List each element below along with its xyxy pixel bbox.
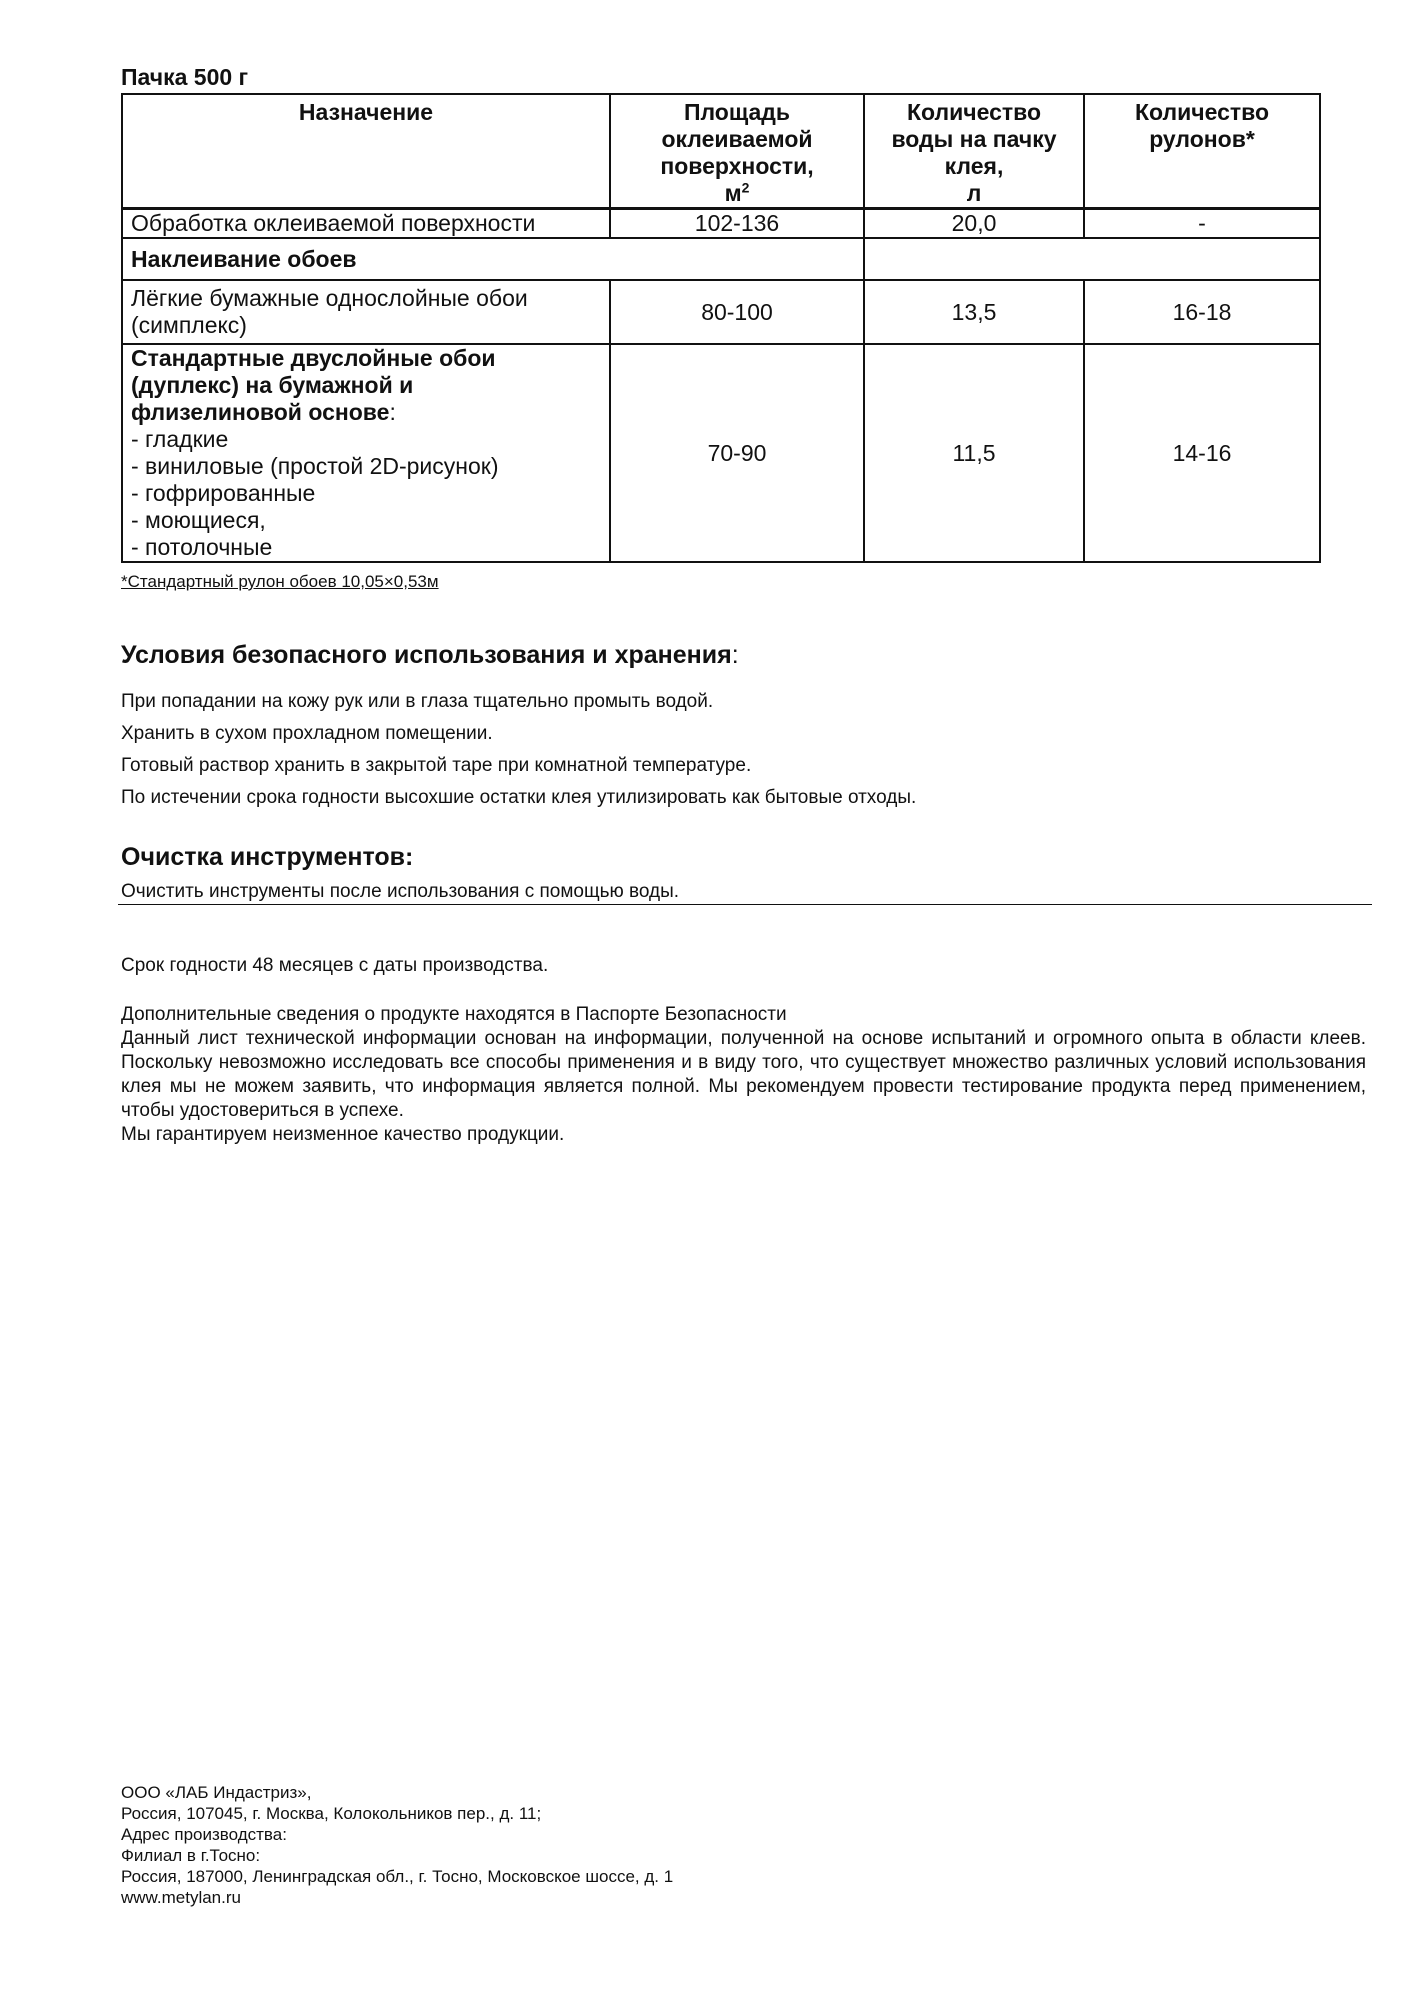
- row-std-rolls: 14-16: [1084, 344, 1320, 562]
- row-light-label: Лёгкие бумажные однослойные обои (симплекс): [122, 280, 610, 344]
- cleaning-heading: Очистка инструментов:: [121, 843, 414, 871]
- row-prep-label: Обработка оклеиваемой поверхности: [122, 209, 610, 239]
- additional-line: Мы гарантируем неизменное качество продукции.: [121, 1124, 565, 1145]
- row-light-water: 13,5: [864, 280, 1084, 344]
- additional-paragraph: Данный лист технической информации основан на информации, полученной на основе испытаний и огромного опыта в области клеев. Поскольку невозможно исследовать все способы применения и в виду того, что существует множество различных условий использования клея мы не можем заявить, что информация является полной. Мы рекомендуем провести тестирование продукта перед применением, чтобы удостовериться в успехе.: [121, 1028, 1366, 1121]
- section-label: Наклеивание обоев: [122, 238, 864, 280]
- row-std-label: Стандартные двуслойные обои (дуплекс) на бумажной и флизелиновой основе: - гладкие - виниловые (простой 2D-рисунок) - гофрированные - моющиеся, - потолочные: [122, 344, 610, 562]
- consumption-table: [121, 93, 1321, 563]
- company-address: Россия, 107045, г. Москва, Колокольников пер., д. 11;: [121, 1804, 542, 1823]
- production-label: Адрес производства:: [121, 1825, 287, 1844]
- divider: [118, 904, 1372, 905]
- pack-title: Пачка 500 г: [121, 64, 249, 90]
- cleaning-text: Очистить инструменты после использования с помощью воды.: [121, 881, 680, 902]
- branch-label: Филиал в г.Тосно:: [121, 1846, 261, 1865]
- row-light-area: 80-100: [610, 280, 864, 344]
- branch-address: Россия, 187000, Ленинградская обл., г. Тосно, Московское шоссе, д. 1: [121, 1867, 674, 1886]
- header-rolls: Количество рулонов*: [1084, 94, 1320, 209]
- list-item: Хранить в сухом прохладном помещении.: [121, 723, 493, 744]
- row-light-rolls: 16-18: [1084, 280, 1320, 344]
- website: www.metylan.ru: [121, 1888, 241, 1907]
- table-footnote: *Стандартный рулон обоев 10,05×0,53м: [121, 572, 439, 591]
- list-item: При попадании на кожу рук или в глаза тщательно промыть водой.: [121, 691, 714, 712]
- table-section-row: [122, 238, 1320, 280]
- additional-line: Дополнительные сведения о продукте находятся в Паспорте Безопасности: [121, 1004, 787, 1025]
- header-area: Площадь оклеиваемой поверхности, $м^2$: [610, 94, 864, 209]
- safety-heading: Условия безопасного использования и хранения:: [121, 641, 739, 669]
- company-name: ООО «ЛАБ Индастриз»,: [121, 1783, 312, 1802]
- shelf-life: Срок годности 48 месяцев с даты производства.: [121, 955, 549, 976]
- table-row: [122, 344, 1320, 562]
- list-item: По истечении срока годности высохшие остатки клея утилизировать как бытовые отходы.: [121, 787, 917, 808]
- safety-list: [121, 690, 1319, 818]
- table-header-row: [122, 94, 1320, 209]
- additional-info: [121, 1003, 1366, 1147]
- list-item: Готовый раствор хранить в закрытой таре при комнатной температуре.: [121, 755, 752, 776]
- header-purpose: Назначение: [122, 94, 610, 209]
- row-prep-water: 20,0: [864, 209, 1084, 239]
- row-std-water: 11,5: [864, 344, 1084, 562]
- row-std-area: 70-90: [610, 344, 864, 562]
- section-empty: [864, 238, 1320, 280]
- row-prep-area: 102-136: [610, 209, 864, 239]
- table-row: [122, 280, 1320, 344]
- row-prep-rolls: -: [1084, 209, 1320, 239]
- company-info: [121, 1782, 673, 1908]
- table-row: [122, 209, 1320, 239]
- header-water: Количество воды на пачку клея, л: [864, 94, 1084, 209]
